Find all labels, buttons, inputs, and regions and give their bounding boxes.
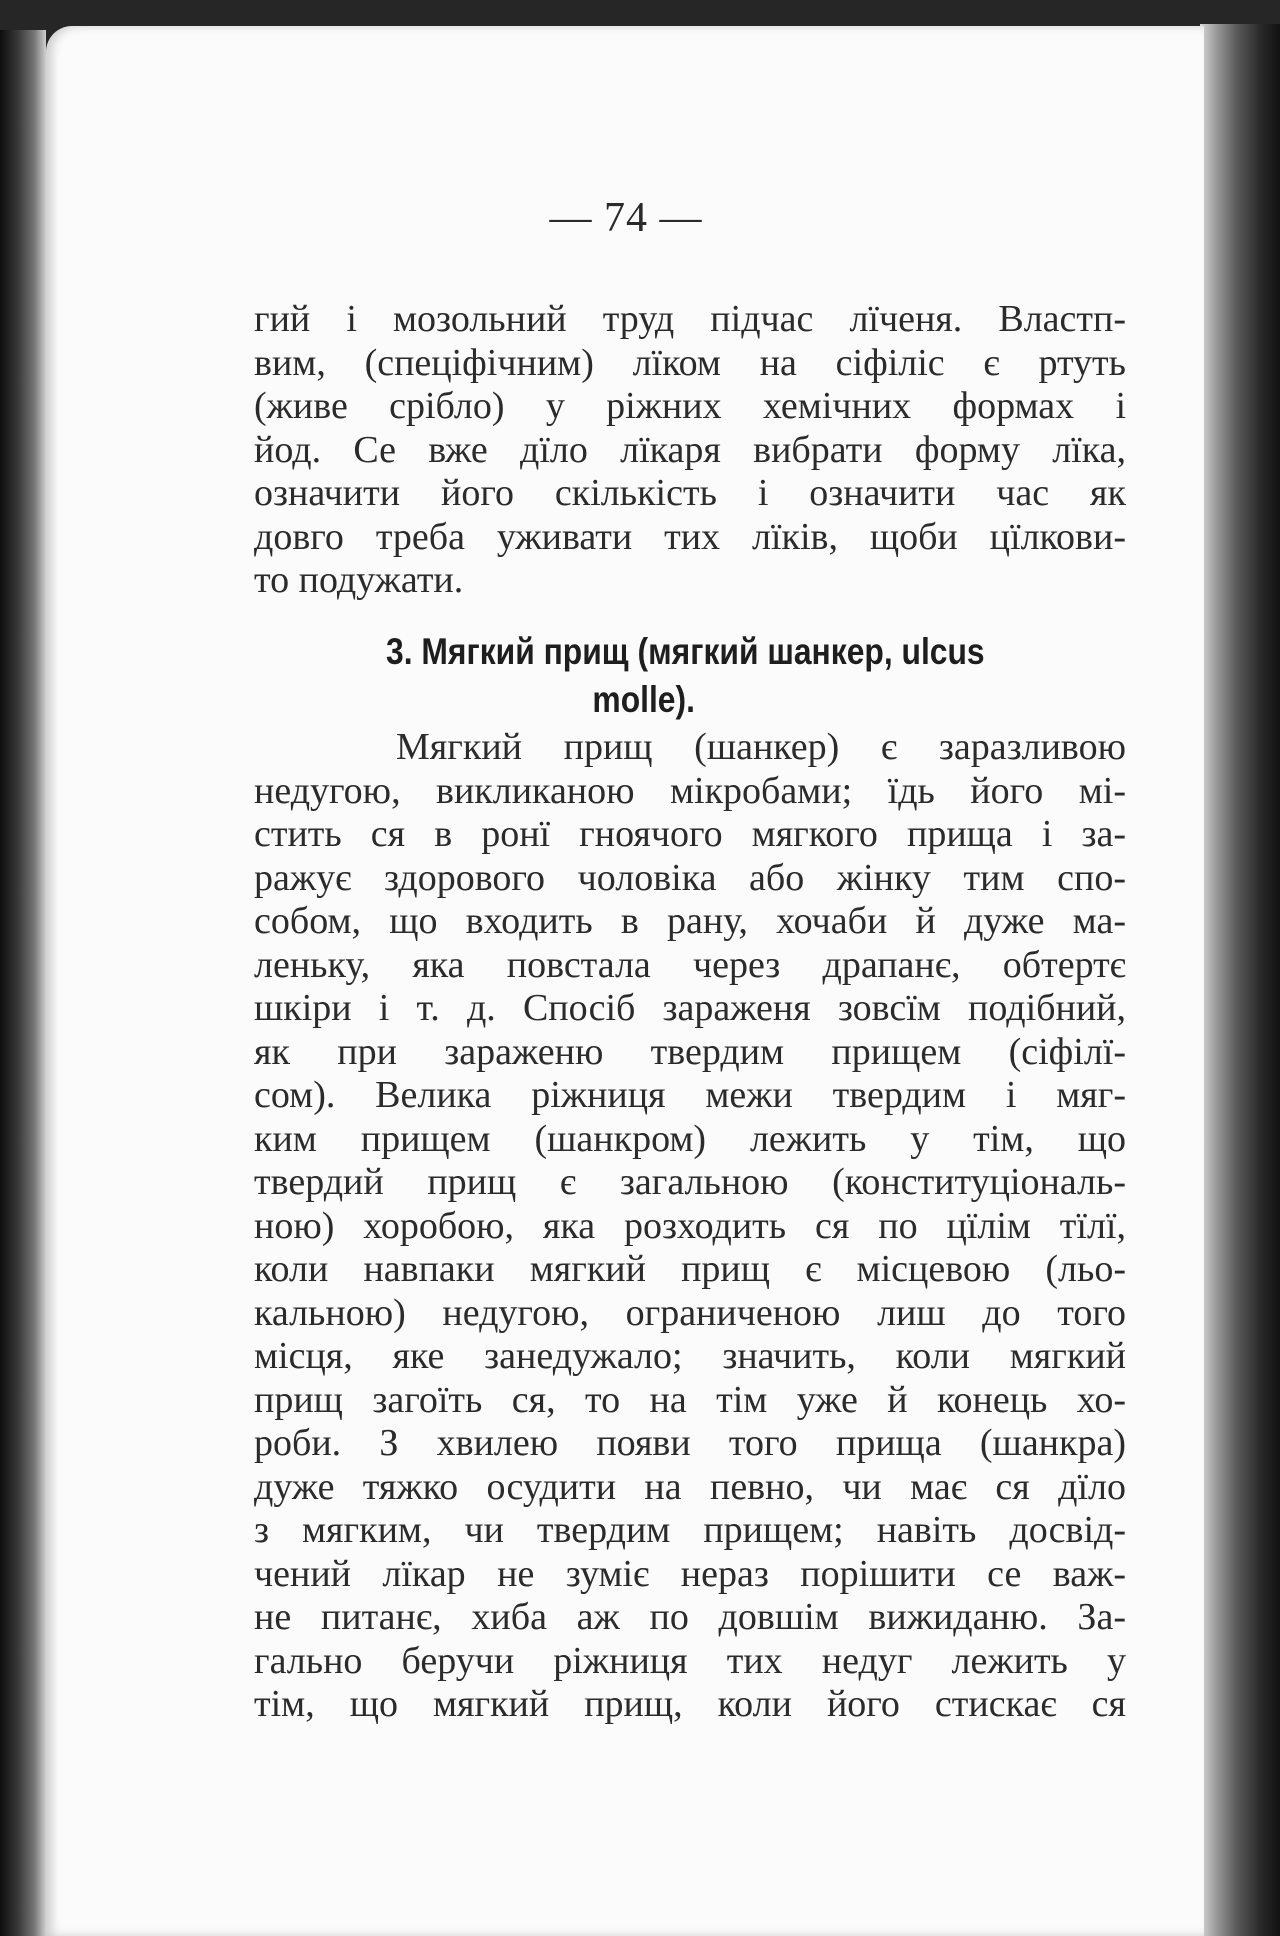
book-spine-edge <box>0 30 46 1936</box>
text-line: сом). Велика ріжниця межи твердим і мяг- <box>254 1074 1126 1116</box>
text-line: леньку, яка повстала через драпанє, обтертє <box>254 943 1126 986</box>
book-page <box>46 26 1204 1936</box>
text-line: ким прищем (шанкром) лежить у тім, що <box>254 1117 1126 1160</box>
text-line: шкіри і т. д. Спосіб зараженя зовсїм подібний, <box>254 987 1126 1029</box>
text-line: Мягкий прищ (шанкер) є заразливою <box>396 726 1126 768</box>
text-line: чений лїкар не зуміє нераз порішити се важ- <box>254 1552 1126 1595</box>
text-line: ражує здорового чоловіка або жінку тим спо- <box>254 856 1126 899</box>
paragraph-soft-chancre <box>254 726 1126 1727</box>
text-line: кальною) недугою, ограниченою лиш до того <box>254 1291 1126 1334</box>
text-line: твердий прищ є загальною (конституціональ- <box>254 1161 1126 1203</box>
text-line: недугою, викликаною мікробами; їдь його мі- <box>254 769 1126 812</box>
text-line: йод. Се вже дїло лїкаря вибрати форму лїка, <box>254 428 1126 471</box>
text-line: прищ загоїть ся, то на тім уже й конець хо- <box>254 1378 1126 1421</box>
text-line: означити його скількість і означити час як <box>254 472 1126 514</box>
text-line: гий і мозольний труд підчас лїченя. Властп- <box>254 298 1126 340</box>
text-line: не питанє, хиба аж по довшім вижиданю. За- <box>254 1596 1126 1638</box>
page-number: — 74 — <box>549 195 703 241</box>
text-line: місця, яке занедужало; значить, коли мягкий <box>254 1335 1126 1377</box>
text-line: ною) хоробою, яка розходить ся по цїлім тїлї, <box>254 1204 1126 1247</box>
text-line: як при зараженю твердим прищем (сіфілї- <box>254 1030 1126 1073</box>
text-line: довго треба уживати тих лїків, щоби цїлкови- <box>254 515 1126 558</box>
text-line: з мягким, чи твердим прищем; навіть досвід- <box>254 1509 1126 1551</box>
text-line: дуже тяжко осудити на певно, чи має ся дїло <box>254 1465 1126 1508</box>
heading-line: molle). <box>592 679 695 720</box>
text-line: тім, що мягкий прищ, коли його стискає ся <box>254 1683 1126 1725</box>
text-line: то подужати. <box>254 559 464 601</box>
text-line: (живе срібло) у ріжних хемічних формах і <box>254 385 1126 427</box>
text-line: роби. З хвилею появи того прища (шанкра) <box>254 1422 1126 1464</box>
book-page-edges <box>1200 24 1280 1936</box>
heading-line: 3. Мягкий прищ (мягкий шанкер, ulcus <box>386 631 985 672</box>
text-line: гально беручи ріжниця тих недуг лежить у <box>254 1639 1126 1682</box>
text-line: коли навпаки мягкий прищ є місцевою (льо- <box>254 1248 1126 1290</box>
section-heading <box>386 628 1022 724</box>
text-line: собом, що входить в рану, хочаби й дуже ма- <box>254 900 1126 942</box>
text-line: вим, (спеціфічним) лїком на сіфіліс є ртуть <box>254 341 1126 384</box>
paragraph-continuation <box>254 298 1126 603</box>
text-line: стить ся в ронї гноячого мягкого прища і за- <box>254 813 1126 855</box>
